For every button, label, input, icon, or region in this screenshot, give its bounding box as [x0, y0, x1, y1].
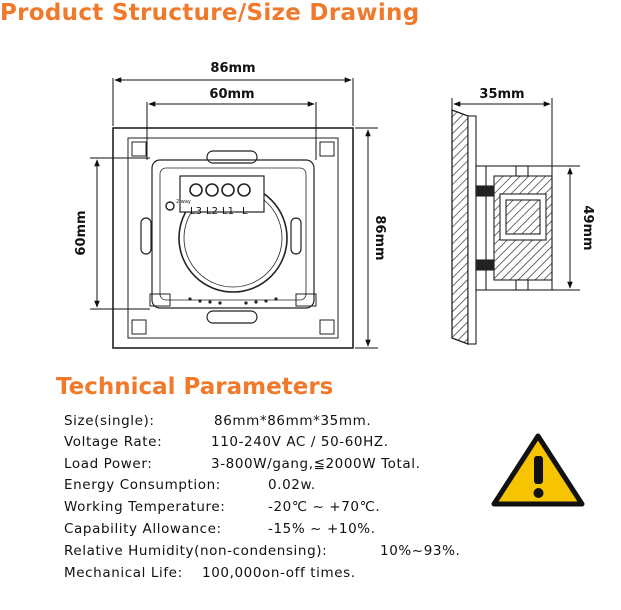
screw-slot-left — [141, 218, 151, 254]
param-label: Voltage Rate: — [64, 434, 163, 450]
terminal-label: L2 — [206, 206, 218, 217]
screw-slot-top — [207, 151, 257, 163]
side-view — [452, 110, 552, 344]
terminal-small-label: 2 way — [176, 199, 191, 205]
dim-60-left: 60mm — [74, 210, 89, 256]
terminal-label: L — [242, 206, 248, 217]
screw-slot-bottom — [207, 311, 257, 323]
param-label: Size(single): — [64, 413, 155, 429]
param-row — [64, 565, 356, 581]
param-label: Energy Consumption: — [64, 477, 221, 493]
warning-icon — [490, 432, 586, 508]
params-title: Technical Parameters — [56, 374, 334, 400]
front-outer-frame — [113, 128, 353, 348]
param-label: Capability Allowance: — [64, 521, 222, 537]
param-row — [64, 499, 381, 515]
param-value: 110-240V AC / 50-60HZ. — [211, 434, 389, 450]
page-title: Product Structure/Size Drawing — [0, 0, 420, 26]
param-row — [64, 543, 461, 559]
param-value: 100,000on-off times. — [202, 565, 356, 581]
dim-35-side: 35mm — [479, 87, 525, 102]
param-row — [64, 413, 372, 429]
param-label: Working Temperature: — [64, 499, 226, 515]
param-label: Relative Humidity(non-condensing): — [64, 543, 328, 559]
param-row — [64, 456, 421, 472]
param-value: -20℃ ~ +70℃. — [268, 499, 381, 515]
terminal-label: L3 — [190, 206, 202, 217]
dim-86-top: 86mm — [210, 61, 256, 76]
param-row — [64, 477, 316, 493]
param-label: Load Power: — [64, 456, 153, 472]
param-value: 86mm*86mm*35mm. — [214, 413, 372, 429]
param-row — [64, 521, 376, 537]
front-view — [113, 128, 353, 348]
param-row — [64, 434, 389, 450]
param-value: -15% ~ +10%. — [268, 521, 376, 537]
terminal-label: L1 — [222, 206, 234, 217]
param-label: Mechanical Life: — [64, 565, 183, 581]
param-value: 0.02w. — [268, 477, 316, 493]
screw-slot-right — [291, 218, 301, 254]
dim-60-top: 60mm — [209, 87, 255, 102]
param-value: 10%~93%. — [380, 543, 461, 559]
param-value: 3-800W/gang,≦2000W Total. — [211, 456, 421, 472]
dim-49-side: 49mm — [580, 205, 595, 251]
side-panel — [452, 110, 468, 344]
dim-86-right: 86mm — [372, 215, 387, 261]
